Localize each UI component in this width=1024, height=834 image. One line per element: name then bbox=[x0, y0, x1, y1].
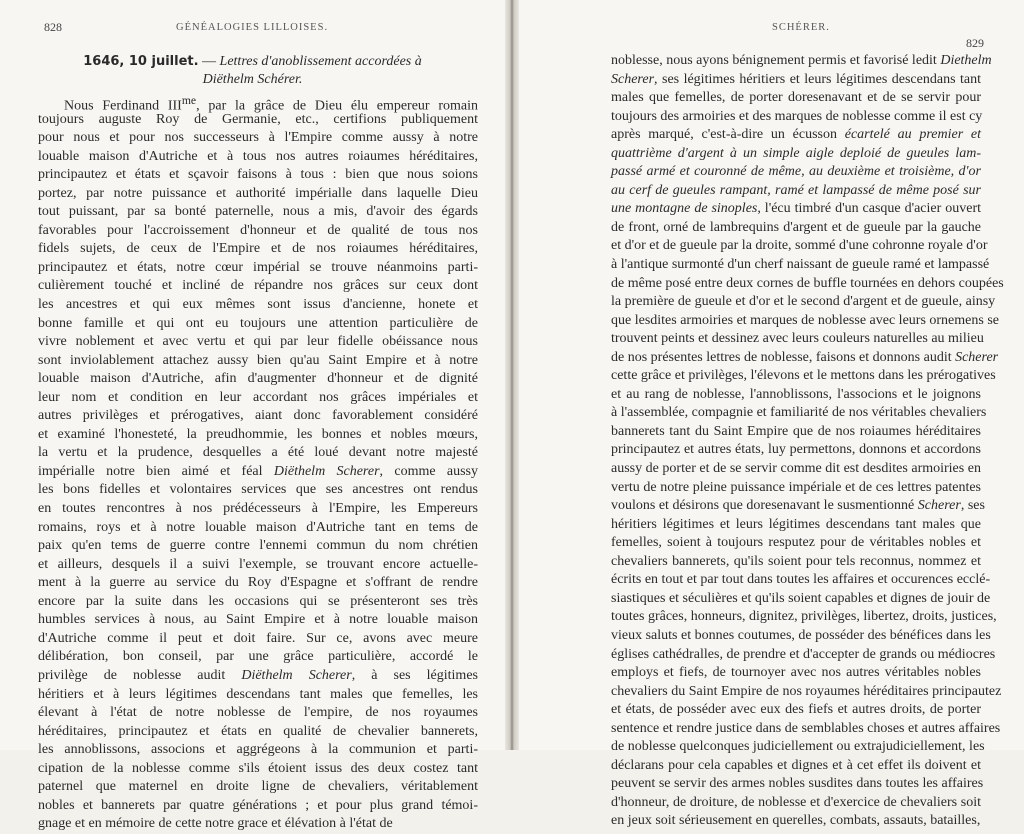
text-line: ment à la guerre au service du Roy d'Espagne et s'offrant de rendre bbox=[38, 575, 478, 591]
text-line: favorables pour l'accroissement d'honneur et de qualité de tous nos bbox=[38, 222, 478, 238]
text-line: privilège de noblesse audit Diëthelm Scherer, à ses légitimes bbox=[38, 667, 478, 683]
document-heading-cont bbox=[0, 70, 505, 89]
text-line: principautez et états et sçavoir faisons à tous : bien que nous soions bbox=[38, 167, 478, 183]
text-line: cipation de la noblesse comme s'ils étoient issus des deux costez tant bbox=[38, 760, 478, 776]
text-line: humbles services à nous, au Saint Empire et à notre louable maison bbox=[38, 612, 478, 628]
text-line: toujours des armoiries et des marques de noblesse comme il est cy bbox=[611, 108, 983, 124]
text-line: toutes grâces, honneurs, dignitez, privilèges, libertez, droits, justices, bbox=[611, 609, 997, 625]
text-line: principautez et autres états, luy permettons, donnons et accordons bbox=[611, 442, 981, 458]
text-line: fidels sujets, de ceux de l'Empire et de nos roiaumes héréditaires, bbox=[38, 241, 478, 257]
document-heading bbox=[0, 52, 505, 71]
text-line: Nous Ferdinand $III^{me}$, par la grâce de Dieu élu empereur romain bbox=[64, 94, 479, 114]
text-line: leur nom et condition en leur accordant nos grâces impériales et bbox=[38, 389, 478, 405]
text-line: noblesse, nous ayons bénignement permis et favorisé ledit Diethelm bbox=[611, 53, 992, 68]
text-line: de même posé entre deux cornes de buffle tournées en dehors coupées bbox=[611, 275, 1004, 291]
text-line: après marqué, c'est-à-dire un écusson écartelé au premier et bbox=[611, 127, 981, 143]
text-line: de front, orné de lambrequins d'argent et de gueule par la gauche bbox=[611, 219, 981, 235]
text-line: paternel que maternel en droite ligne de chevaliers, véritablement bbox=[38, 779, 478, 795]
text-line: que lesdites armoiries et marques de noblesse avec leurs ornemens se bbox=[611, 312, 999, 328]
text-line: au cerf de gueules rampant, ramé et lampassé de même posé sur bbox=[611, 182, 981, 198]
text-line: les annoblissons, associons et aggrégeons à la communion et parti- bbox=[38, 742, 478, 758]
text-line: passé armé et couronné de même, au deuxième et troisième, d'or bbox=[611, 164, 981, 180]
running-head-left: GÉNÉALOGIES LILLOISES. bbox=[176, 22, 329, 33]
text-line: bonne famille et qui ont eu toujours une attention particulière de bbox=[38, 315, 478, 331]
text-line: Scherer, ses légitimes héritiers et leurs légitimes descendans tant bbox=[611, 71, 981, 87]
text-line: voulons et désirons que doresenavant le susmentionné Scherer, ses bbox=[611, 498, 985, 514]
text-line: églises cathédralles, de prendre et d'accepter de grands ou médiocres bbox=[611, 646, 996, 662]
text-line: peuvent se servir des armes nobles susdites dans toutes les affaires bbox=[611, 776, 984, 792]
text-line: siastiques et séculières et qu'ils soient capables et dignes de jouir de bbox=[611, 590, 991, 606]
text-line: louable maison d'Autriche et à tous nos autres roiaumes héréditaires, bbox=[38, 148, 478, 164]
text-line: employs et fiefs, de tournoyer avec nos autres véritables nobles bbox=[611, 665, 981, 681]
text-line: nobles et bannerets par quatre générations ; et pour plus grand témoi- bbox=[38, 797, 478, 813]
text-line: chevaliers du Saint Empire de nos royaumes héréditaires principautez bbox=[611, 683, 1002, 699]
text-line: portez, par notre puissance et authorité impérialle dans laquelle Dieu bbox=[38, 185, 478, 201]
text-line: romains, roys et à notre louable maison d'Autriche tant en tems de bbox=[38, 519, 478, 535]
heading-title-2: Diëthelm Schérer. bbox=[202, 72, 303, 87]
text-line: élevant à l'état de notre noblesse de l'empire, de nos royaumes bbox=[38, 705, 478, 721]
text-line: paix qu'en tems de guerre contre l'ennemi commun du nom chrétien bbox=[38, 538, 478, 554]
text-line: cette grâce et privilèges, l'élevons et le mettons dans les prérogatives bbox=[611, 368, 996, 384]
text-line: de noblesse quelconques judiciellement ou extrajudiciellement, les bbox=[611, 739, 985, 755]
right-body-text bbox=[611, 52, 1004, 831]
text-line: vivre noblement et avec vertu et qui par leur fidelle obéissance nous bbox=[38, 334, 478, 350]
left-body-text bbox=[38, 92, 478, 834]
right-page bbox=[519, 0, 1024, 829]
text-line: aussy de porter et de se servir comme dit est desdites armoiries en bbox=[611, 461, 981, 477]
text-line: à l'assemblée, compagnie et familiarité de nos véritables chevaliers bbox=[611, 405, 987, 421]
text-line: en toutes rencontres à nos prédécesseurs à l'Empire, les Empereurs bbox=[38, 501, 478, 517]
text-line: femelles, soient à toujours resputez pour de véritables nobles et bbox=[611, 535, 981, 551]
running-head-right: SCHÉRER. bbox=[772, 22, 830, 33]
text-line: autres privilèges et prérogatives, aiant donc favorablement considéré bbox=[38, 408, 478, 424]
text-line: d'honneur, de droiture, de noblesse et d'exercice de chevaliers soit bbox=[611, 794, 981, 810]
text-line: et états, de posséder avec eux des fiefs et autres droits, de porter bbox=[611, 702, 981, 718]
text-line: déclarans pour cela capables et dignes et à cet effet ils doivent et bbox=[611, 757, 981, 773]
page-number-right: 829 bbox=[966, 36, 984, 50]
heading-dash: — bbox=[202, 54, 217, 69]
text-line: louable maison d'Autriche, afin d'augmenter d'honneur et de dignité bbox=[38, 371, 478, 387]
heading-date: 1646, 10 juillet. bbox=[83, 54, 199, 69]
text-line: trouvent peints et dessinez avec leurs couleurs naturelles au milieu bbox=[611, 331, 984, 347]
text-line: héritiers et à leurs légitimes descendans tant males que femelles, les bbox=[38, 686, 478, 702]
text-line: bannerets tant du Saint Empire que de nos roiaumes héréditaires bbox=[611, 423, 981, 439]
text-line: en jeux soit sérieusement en querelles, combats, assauts, batailles, bbox=[611, 813, 981, 829]
text-line: et examiné l'honesteté, la preudhommie, les bonnes et nobles mœurs, bbox=[38, 426, 478, 442]
text-line: d'Autriche comme il peut et doit faire. Sur ce, avons avec meure bbox=[38, 630, 478, 646]
text-line: tout puissant, par sa bonté paternelle, nous a mis, d'avoir des égards bbox=[38, 204, 478, 220]
left-page bbox=[0, 0, 505, 832]
text-line: de nos présentes lettres de noblesse, faisons et donnons audit Scherer bbox=[611, 349, 999, 365]
text-line: culièrement touché et incliné de répandre nos grâces sur ceux dont bbox=[38, 278, 478, 294]
text-line: héritiers légitimes et leurs légitimes descendans tant males que bbox=[611, 516, 981, 532]
text-line: principautez et états, notre cœur impérial se trouve néanmoins parti- bbox=[38, 259, 478, 275]
text-line: sentence et rendre justice dans de semblables choses et autres affaires bbox=[611, 720, 1001, 736]
text-line: sont inviolablement attachez aussy bien qu'au Saint Empire et à notre bbox=[38, 352, 478, 368]
text-line: males que femelles, de porter doresenavant et de se servir pour bbox=[611, 90, 981, 106]
text-line: et au rang de noblesse, l'annoblissons, l'associons et le joignons bbox=[611, 386, 981, 402]
text-line: toujours auguste Roy de Germanie, etc., certifions publiquement bbox=[38, 111, 478, 127]
text-line: écrits en tout et par tout dans toutes les affaires et occurences ecclé- bbox=[611, 572, 991, 588]
text-line: la première de gueule et d'or et le second d'argent et de gueule, ainsy bbox=[611, 294, 996, 310]
text-line: pour nous et pour nos successeurs à l'Empire comme aussy à notre bbox=[38, 130, 478, 146]
text-line: impérialle notre bien aimé et féal Diëthelm Scherer, comme aussy bbox=[38, 463, 478, 479]
heading-title-1: Lettres d'anoblissement accordées à bbox=[219, 54, 422, 69]
text-line: quattrième d'argent à un simple aigle deploié de gueules lam- bbox=[611, 145, 981, 161]
text-line: vieux saluts et bonnes coutumes, de posséder des bénéfices dans les bbox=[611, 627, 991, 643]
text-line: à l'antique surmonté d'un cherf naissant de gueule ramé et lampassé bbox=[611, 257, 990, 273]
page-number-left: 828 bbox=[44, 20, 62, 34]
text-line: encore par la suite dans les occasions qui se présenteront ses très bbox=[38, 593, 478, 609]
text-line: chevaliers bannerets, qu'ils soient pour tels reconnus, nommez et bbox=[611, 553, 981, 569]
text-line: et d'or et de gueule par la droite, sommé d'une cohronne royale d'or bbox=[611, 238, 988, 254]
text-line: délibération, bon conseil, par une grâce particulière, accordé le bbox=[38, 649, 478, 665]
book-gutter bbox=[505, 0, 519, 750]
text-line: et ailleurs, desquels il a suivi l'exemple, se trouvant encore actuelle- bbox=[38, 556, 478, 572]
text-line: gnage et en mémoire de cette notre grace et élévation à l'état de bbox=[38, 816, 393, 832]
text-line: les ancestres et qui eux mêmes sont issus d'ancienne, honete et bbox=[38, 297, 478, 313]
text-line: la vertu et la prudence, desquelles a été loué devant notre majesté bbox=[38, 445, 478, 461]
text-line: une montagne de sinoples, l'écu timbré d'un casque d'acier ouvert bbox=[611, 201, 981, 217]
text-line: vertu de notre pleine puissance impériale et de ces lettres patentes bbox=[611, 479, 981, 495]
text-line: héréditaires, principautez et états en qualité de chevalier bannerets, bbox=[38, 723, 478, 739]
text-line: les bons fidelles et volontaires services que ses ancestres ont rendus bbox=[38, 482, 478, 498]
